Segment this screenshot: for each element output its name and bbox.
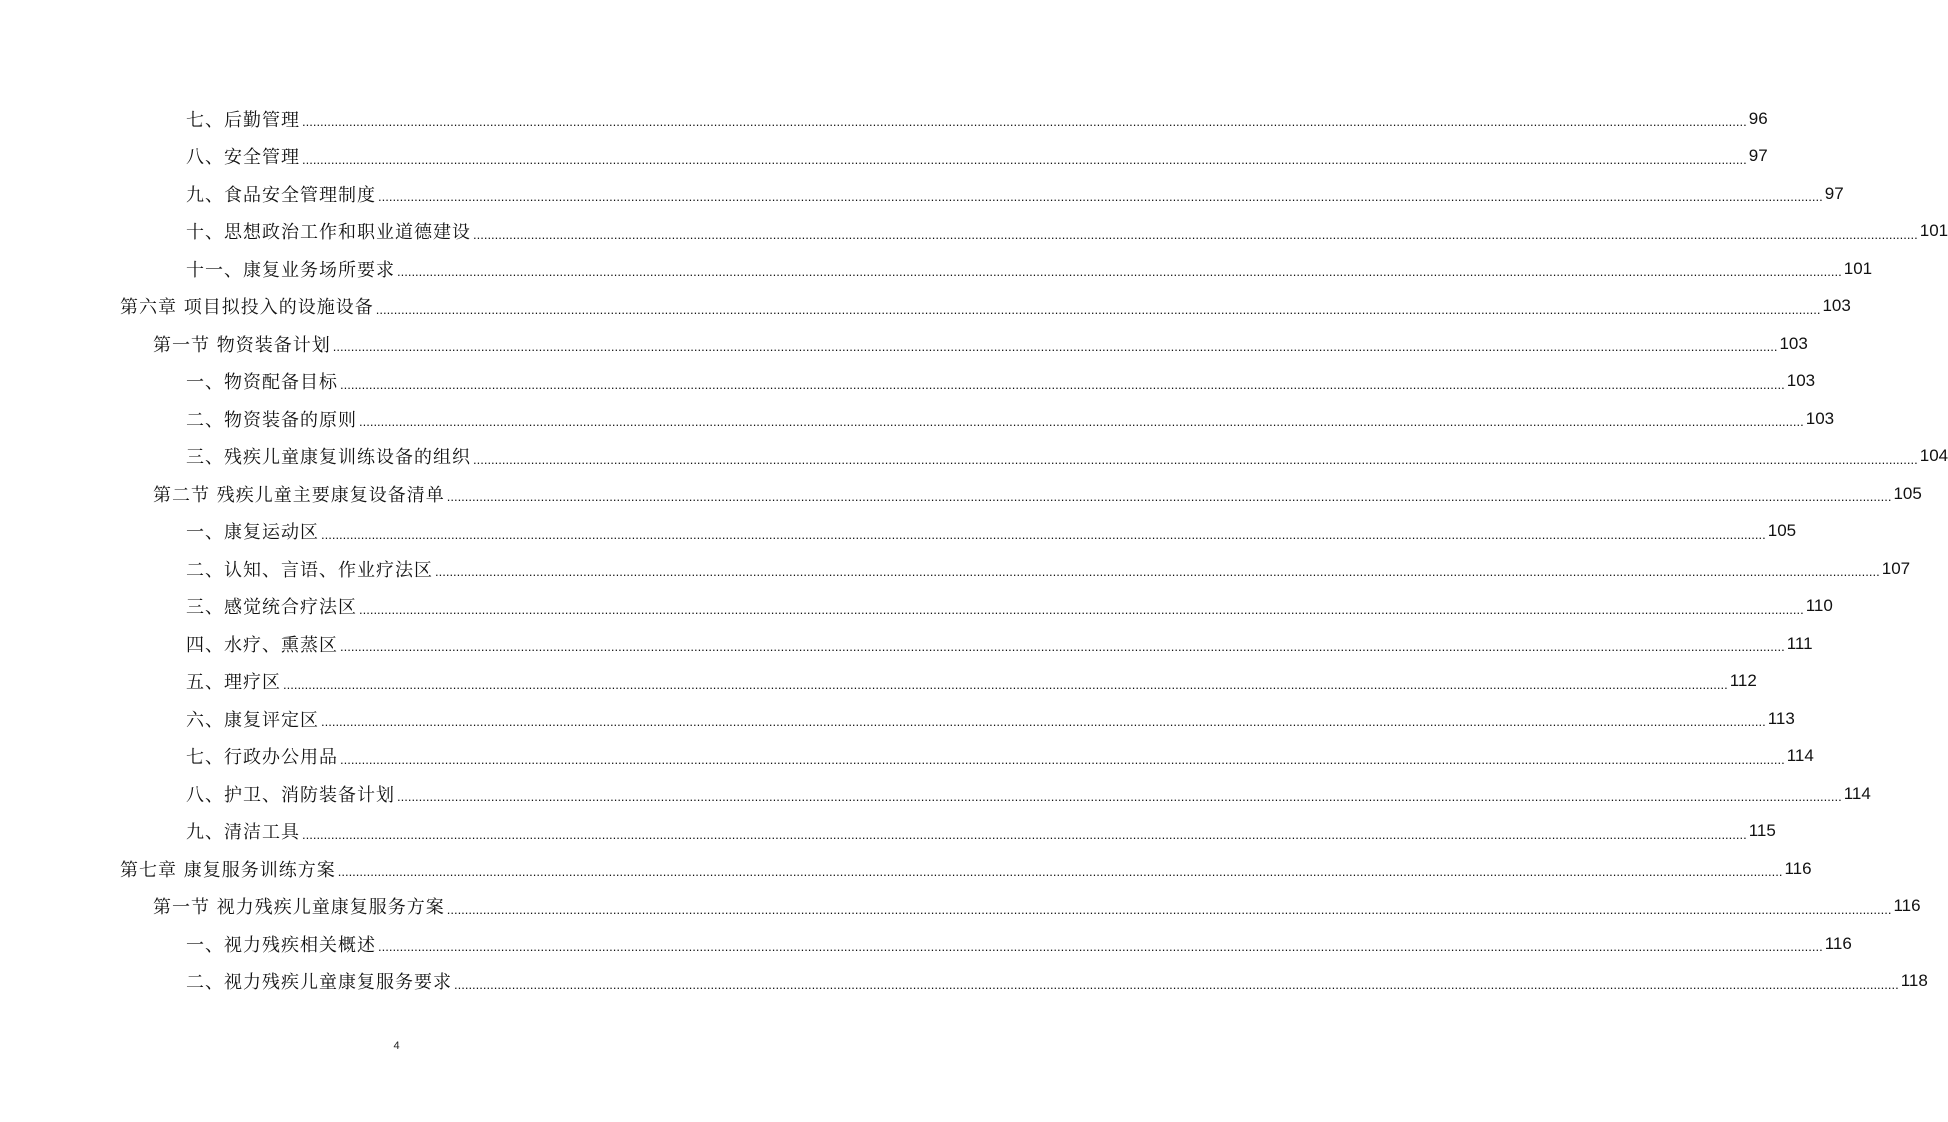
- toc-entry-title: 八、护卫、消防装备计划: [186, 784, 395, 806]
- dot-leader: ................................................................................................................................................................................................................................................................................................................................................................................................................: [321, 714, 1766, 730]
- toc-entry-page: 97: [1748, 146, 1768, 166]
- dot-leader: ................................................................................................................................................................................................................................................................................................................................................................................................................: [378, 189, 1823, 205]
- toc-entry-page: 110: [1805, 596, 1833, 616]
- toc-entry-title: 三、感觉统合疗法区: [186, 597, 357, 619]
- toc-entry-title: 七、行政办公用品: [186, 747, 338, 769]
- toc-entry-title: 十一、康复业务场所要求: [186, 259, 395, 281]
- toc-entry-page: 105: [1767, 521, 1797, 541]
- toc-entry-page: 103: [1805, 408, 1835, 428]
- toc-entry-page: 116: [1824, 933, 1852, 953]
- toc-entry[interactable]: [0, 663, 1757, 701]
- dot-leader: ................................................................................................................................................................................................................................................................................................................................................................................................................: [473, 451, 1918, 467]
- toc-entry[interactable]: [0, 625, 1813, 663]
- dot-leader: ................................................................................................................................................................................................................................................................................................................................................................................................................: [435, 564, 1880, 580]
- toc-entry-title: 第二节 残疾儿童主要康复设备清单: [153, 484, 445, 506]
- toc-entry[interactable]: [0, 438, 1948, 476]
- toc-entry-title: 一、物资配备目标: [186, 372, 338, 394]
- toc-entry-page: 103: [1779, 333, 1808, 353]
- toc-entry-title: 一、视力残疾相关概述: [186, 934, 376, 956]
- toc-entry-title: 二、物资装备的原则: [186, 409, 357, 431]
- toc-entry-title: 八、安全管理: [186, 147, 300, 169]
- toc-entry[interactable]: [0, 850, 1812, 888]
- toc-entry-page: 114: [1786, 746, 1814, 766]
- toc-entry[interactable]: [0, 175, 1844, 213]
- toc-entry[interactable]: [0, 213, 1948, 251]
- toc-entry-title: 九、清洁工具: [186, 822, 300, 844]
- dot-leader: ................................................................................................................................................................................................................................................................................................................................................................................................................: [340, 751, 1785, 767]
- dot-leader: ................................................................................................................................................................................................................................................................................................................................................................................................................: [473, 226, 1918, 242]
- toc-entry-title: 第七章 康复服务训练方案: [120, 859, 336, 881]
- toc-entry[interactable]: [0, 775, 1871, 813]
- toc-entry[interactable]: [0, 100, 1768, 138]
- table-of-contents: [0, 100, 1948, 1000]
- toc-entry-page: 116: [1893, 896, 1921, 916]
- toc-entry[interactable]: [0, 813, 1776, 851]
- toc-entry-page: 112: [1729, 671, 1757, 691]
- toc-entry-page: 101: [1919, 221, 1948, 241]
- dot-leader: ................................................................................................................................................................................................................................................................................................................................................................................................................: [359, 414, 1804, 430]
- toc-entry-page: 114: [1843, 783, 1871, 803]
- toc-entry-page: 111: [1786, 633, 1813, 653]
- toc-entry[interactable]: [0, 550, 1911, 588]
- toc-entry[interactable]: [0, 513, 1797, 551]
- toc-entry-page: 101: [1843, 258, 1873, 278]
- toc-entry-title: 第一节 视力残疾儿童康复服务方案: [153, 897, 445, 919]
- toc-entry-page: 97: [1824, 183, 1844, 203]
- dot-leader: ................................................................................................................................................................................................................................................................................................................................................................................................................: [337, 864, 1783, 880]
- dot-leader: ................................................................................................................................................................................................................................................................................................................................................................................................................: [302, 826, 1747, 842]
- toc-entry-page: 118: [1900, 971, 1928, 991]
- dot-leader: ................................................................................................................................................................................................................................................................................................................................................................................................................: [321, 526, 1766, 542]
- toc-entry[interactable]: [0, 288, 1851, 326]
- toc-entry-page: 104: [1919, 446, 1948, 466]
- dot-leader: ................................................................................................................................................................................................................................................................................................................................................................................................................: [397, 789, 1842, 805]
- toc-entry-page: 103: [1822, 296, 1851, 316]
- toc-entry[interactable]: [0, 363, 1816, 401]
- toc-entry-page: 96: [1748, 108, 1768, 128]
- toc-entry[interactable]: [0, 925, 1852, 963]
- toc-entry-title: 三、残疾儿童康复训练设备的组织: [186, 447, 471, 469]
- toc-entry[interactable]: [0, 963, 1928, 1001]
- toc-entry-title: 二、视力残疾儿童康复服务要求: [186, 972, 452, 994]
- toc-entry-page: 105: [1893, 483, 1922, 503]
- dot-leader: ................................................................................................................................................................................................................................................................................................................................................................................................................: [332, 339, 1778, 355]
- toc-entry-title: 十、思想政治工作和职业道德建设: [186, 222, 471, 244]
- dot-leader: ................................................................................................................................................................................................................................................................................................................................................................................................................: [302, 151, 1747, 167]
- dot-leader: ................................................................................................................................................................................................................................................................................................................................................................................................................: [446, 901, 1892, 917]
- dot-leader: ................................................................................................................................................................................................................................................................................................................................................................................................................: [340, 376, 1785, 392]
- toc-entry[interactable]: [0, 250, 1873, 288]
- dot-leader: ................................................................................................................................................................................................................................................................................................................................................................................................................: [283, 676, 1728, 692]
- toc-entry-title: 四、水疗、熏蒸区: [186, 634, 338, 656]
- toc-entry-page: 116: [1784, 858, 1812, 878]
- toc-entry-title: 第六章 项目拟投入的设施设备: [120, 297, 374, 319]
- dot-leader: ................................................................................................................................................................................................................................................................................................................................................................................................................: [375, 301, 1821, 317]
- page-number: 4: [393, 1040, 400, 1052]
- toc-entry-title: 九、食品安全管理制度: [186, 184, 376, 206]
- dot-leader: ................................................................................................................................................................................................................................................................................................................................................................................................................: [446, 489, 1892, 505]
- toc-entry-title: 六、康复评定区: [186, 709, 319, 731]
- dot-leader: ................................................................................................................................................................................................................................................................................................................................................................................................................: [454, 976, 1899, 992]
- toc-entry-title: 二、认知、言语、作业疗法区: [186, 559, 433, 581]
- dot-leader: ................................................................................................................................................................................................................................................................................................................................................................................................................: [340, 639, 1785, 655]
- toc-entry-page: 115: [1748, 821, 1776, 841]
- toc-entry[interactable]: [0, 738, 1814, 776]
- dot-leader: ................................................................................................................................................................................................................................................................................................................................................................................................................: [302, 114, 1747, 130]
- toc-entry[interactable]: [0, 700, 1795, 738]
- dot-leader: ................................................................................................................................................................................................................................................................................................................................................................................................................: [359, 601, 1804, 617]
- toc-entry-title: 七、后勤管理: [186, 109, 300, 131]
- toc-entry-title: 一、康复运动区: [186, 522, 319, 544]
- toc-entry-title: 五、理疗区: [186, 672, 281, 694]
- toc-entry[interactable]: [0, 888, 1921, 926]
- toc-entry[interactable]: [0, 588, 1833, 626]
- toc-entry[interactable]: [0, 325, 1808, 363]
- toc-entry[interactable]: [0, 475, 1922, 513]
- toc-entry-page: 103: [1786, 371, 1816, 391]
- toc-entry[interactable]: [0, 138, 1768, 176]
- dot-leader: ................................................................................................................................................................................................................................................................................................................................................................................................................: [378, 939, 1823, 955]
- dot-leader: ................................................................................................................................................................................................................................................................................................................................................................................................................: [397, 264, 1842, 280]
- toc-entry-title: 第一节 物资装备计划: [153, 334, 331, 356]
- toc-entry[interactable]: [0, 400, 1835, 438]
- toc-entry-page: 113: [1767, 708, 1795, 728]
- toc-entry-page: 107: [1881, 558, 1911, 578]
